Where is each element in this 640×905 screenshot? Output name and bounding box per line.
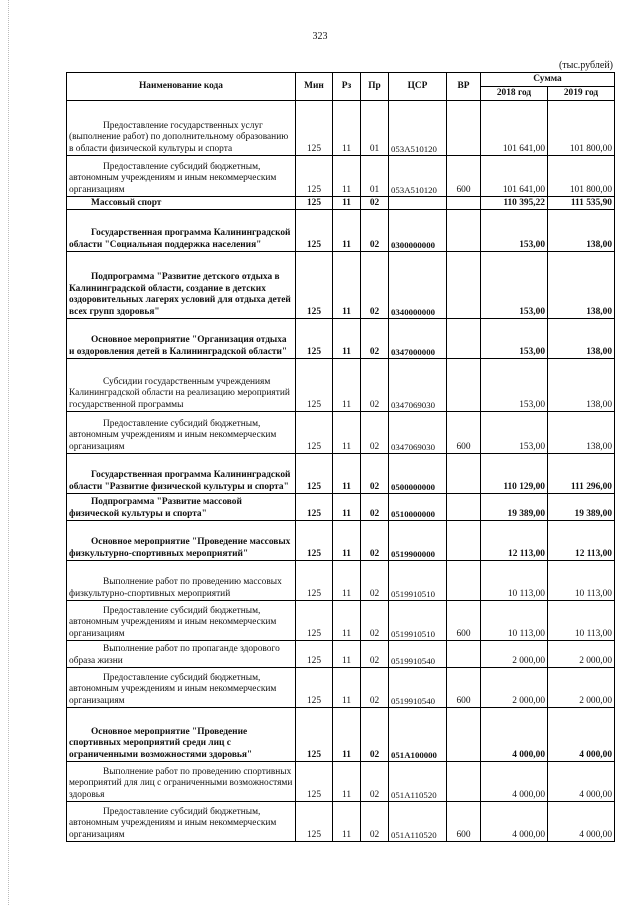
row-pr: 02 — [361, 802, 389, 842]
table-row — [67, 252, 615, 319]
row-vr — [447, 359, 481, 412]
row-2018: 19 389,00 — [481, 494, 548, 521]
row-rz: 11 — [333, 601, 361, 641]
row-2018: 153,00 — [481, 359, 548, 412]
row-2019: 10 113,00 — [548, 601, 615, 641]
header-2019: 2019 год — [548, 87, 615, 101]
row-pr: 02 — [361, 454, 389, 494]
row-pr: 02 — [361, 319, 389, 359]
row-csr: 0347069030 — [389, 412, 447, 454]
row-pr: 02 — [361, 561, 389, 601]
row-csr: 0519910510 — [389, 601, 447, 641]
row-rz: 11 — [333, 708, 361, 762]
table-row — [67, 156, 615, 197]
row-2019: 12 113,00 — [548, 521, 615, 561]
row-2018: 110 395,22 — [481, 197, 548, 210]
row-vr — [447, 762, 481, 802]
row-vr — [447, 454, 481, 494]
row-pr: 02 — [361, 197, 389, 210]
row-name: Выполнение работ по проведению массовых физкультурно-спортивных мероприятий — [67, 561, 296, 601]
table-row — [67, 521, 615, 561]
row-2019: 19 389,00 — [548, 494, 615, 521]
row-min: 125 — [296, 521, 333, 561]
row-vr — [447, 494, 481, 521]
row-2019: 10 113,00 — [548, 561, 615, 601]
table-row — [67, 802, 615, 842]
row-csr: 0519910510 — [389, 561, 447, 601]
row-2018: 153,00 — [481, 319, 548, 359]
row-2018: 153,00 — [481, 210, 548, 252]
row-rz: 11 — [333, 494, 361, 521]
row-name: Основное мероприятие "Организация отдыха и оздоровления детей в Калининградской области" — [67, 319, 296, 359]
row-rz: 11 — [333, 668, 361, 708]
table-row — [67, 668, 615, 708]
row-vr: 600 — [447, 601, 481, 641]
header-csr: ЦСР — [389, 73, 447, 101]
row-name: Предоставление государственных услуг (выполнение работ) по дополнительному образованию в области физической культуры и спорта — [67, 101, 296, 156]
row-2018: 153,00 — [481, 412, 548, 454]
row-2018: 10 113,00 — [481, 601, 548, 641]
header-pr: Пр — [361, 73, 389, 101]
row-pr: 02 — [361, 494, 389, 521]
row-2019: 138,00 — [548, 359, 615, 412]
row-min: 125 — [296, 561, 333, 601]
row-2018: 12 113,00 — [481, 521, 548, 561]
row-name: Основное мероприятие "Проведение массовых физкультурно-спортивных мероприятий" — [67, 521, 296, 561]
row-2018: 4 000,00 — [481, 762, 548, 802]
row-pr: 01 — [361, 101, 389, 156]
row-name: Подпрограмма "Развитие детского отдыха в Калининградской области, создание в детских оздоровительных лагерях условий для отдыха детей всех групп здоровья" — [67, 252, 296, 319]
row-2018: 101 641,00 — [481, 101, 548, 156]
row-csr: 051A100000 — [389, 708, 447, 762]
row-csr: 0347000000 — [389, 319, 447, 359]
row-csr: 053A510120 — [389, 101, 447, 156]
row-name: Предоставление субсидий бюджетным, автономным учреждениям и иным некоммерческим организациям — [67, 802, 296, 842]
header-sum: Сумма — [481, 73, 615, 87]
row-min: 125 — [296, 412, 333, 454]
page-number: 323 — [312, 31, 328, 42]
row-vr — [447, 319, 481, 359]
row-min: 125 — [296, 319, 333, 359]
row-pr: 02 — [361, 762, 389, 802]
row-rz: 11 — [333, 561, 361, 601]
table-row — [67, 561, 615, 601]
row-2018: 2 000,00 — [481, 668, 548, 708]
row-min: 125 — [296, 252, 333, 319]
row-csr: 051A110520 — [389, 802, 447, 842]
header-min: Мин — [296, 73, 333, 101]
table-row — [67, 412, 615, 454]
row-vr: 600 — [447, 802, 481, 842]
row-rz: 11 — [333, 319, 361, 359]
row-2019: 4 000,00 — [548, 802, 615, 842]
row-2018: 4 000,00 — [481, 708, 548, 762]
row-2018: 153,00 — [481, 252, 548, 319]
row-2018: 4 000,00 — [481, 802, 548, 842]
row-min: 125 — [296, 156, 333, 197]
budget-table — [66, 72, 615, 842]
header-vr: ВР — [447, 73, 481, 101]
row-name: Массовый спорт — [67, 197, 296, 210]
row-2019: 2 000,00 — [548, 641, 615, 668]
table-row — [67, 319, 615, 359]
row-csr: 0347069030 — [389, 359, 447, 412]
table-row — [67, 494, 615, 521]
row-name: Предоставление субсидий бюджетным, автономным учреждениям и иным некоммерческим организациям — [67, 156, 296, 197]
row-vr — [447, 197, 481, 210]
header-rz: Рз — [333, 73, 361, 101]
table-row — [67, 210, 615, 252]
row-name: Государственная программа Калининградской области "Социальная поддержка населения" — [67, 210, 296, 252]
row-min: 125 — [296, 802, 333, 842]
row-csr: 0340000000 — [389, 252, 447, 319]
row-rz: 11 — [333, 412, 361, 454]
row-2018: 2 000,00 — [481, 641, 548, 668]
row-rz: 11 — [333, 197, 361, 210]
row-pr: 02 — [361, 601, 389, 641]
row-rz: 11 — [333, 210, 361, 252]
row-min: 125 — [296, 708, 333, 762]
row-vr — [447, 252, 481, 319]
row-name: Основное мероприятие "Проведение спортивных мероприятий среди лиц с ограниченными возможностями здоровья" — [67, 708, 296, 762]
units-label: (тыс.рублей) — [558, 60, 613, 71]
row-2019: 111 296,00 — [548, 454, 615, 494]
row-vr — [447, 521, 481, 561]
row-min: 125 — [296, 641, 333, 668]
row-2018: 101 641,00 — [481, 156, 548, 197]
row-min: 125 — [296, 101, 333, 156]
row-rz: 11 — [333, 802, 361, 842]
row-2019: 2 000,00 — [548, 668, 615, 708]
row-rz: 11 — [333, 521, 361, 561]
row-min: 125 — [296, 601, 333, 641]
row-name: Предоставление субсидий бюджетным, автономным учреждениям и иным некоммерческим организациям — [67, 668, 296, 708]
table-row — [67, 601, 615, 641]
header-name: Наименование кода — [67, 73, 296, 101]
row-pr: 02 — [361, 668, 389, 708]
table-row — [67, 762, 615, 802]
row-rz: 11 — [333, 252, 361, 319]
row-min: 125 — [296, 454, 333, 494]
row-min: 125 — [296, 359, 333, 412]
row-name: Выполнение работ по проведению спортивных мероприятий для лиц с ограниченными возможностями здоровья — [67, 762, 296, 802]
row-vr — [447, 561, 481, 601]
row-rz: 11 — [333, 454, 361, 494]
row-2019: 138,00 — [548, 210, 615, 252]
row-pr: 02 — [361, 641, 389, 668]
row-vr — [447, 101, 481, 156]
row-pr: 02 — [361, 359, 389, 412]
row-min: 125 — [296, 210, 333, 252]
row-pr: 02 — [361, 210, 389, 252]
row-name: Выполнение работ по пропаганде здорового образа жизни — [67, 641, 296, 668]
row-pr: 02 — [361, 521, 389, 561]
row-vr: 600 — [447, 412, 481, 454]
row-name: Предоставление субсидий бюджетным, автономным учреждениям и иным некоммерческим организациям — [67, 601, 296, 641]
row-csr: 0500000000 — [389, 454, 447, 494]
row-csr: 0519910540 — [389, 668, 447, 708]
scan-edge-marks — [8, 0, 11, 905]
row-csr: 053A510120 — [389, 156, 447, 197]
row-2019: 4 000,00 — [548, 708, 615, 762]
row-min: 125 — [296, 494, 333, 521]
table-row — [67, 197, 615, 210]
row-csr: 0300000000 — [389, 210, 447, 252]
row-rz: 11 — [333, 156, 361, 197]
row-2019: 101 800,00 — [548, 101, 615, 156]
row-pr: 02 — [361, 252, 389, 319]
row-csr: 0510000000 — [389, 494, 447, 521]
row-pr: 02 — [361, 412, 389, 454]
row-rz: 11 — [333, 762, 361, 802]
table-row — [67, 708, 615, 762]
row-2019: 4 000,00 — [548, 762, 615, 802]
row-vr — [447, 641, 481, 668]
row-csr: 051A110520 — [389, 762, 447, 802]
row-2018: 10 113,00 — [481, 561, 548, 601]
row-2019: 138,00 — [548, 412, 615, 454]
row-vr: 600 — [447, 668, 481, 708]
row-2019: 138,00 — [548, 319, 615, 359]
row-csr: 0519910540 — [389, 641, 447, 668]
row-vr — [447, 708, 481, 762]
table-row — [67, 101, 615, 156]
table-row — [67, 454, 615, 494]
row-min: 125 — [296, 668, 333, 708]
row-rz: 11 — [333, 101, 361, 156]
table-row — [67, 641, 615, 668]
row-2019: 138,00 — [548, 252, 615, 319]
row-pr: 01 — [361, 156, 389, 197]
row-name: Предоставление субсидий бюджетным, автономным учреждениям и иным некоммерческим организациям — [67, 412, 296, 454]
row-name: Субсидии государственным учреждениям Калининградской области на реализацию мероприятий государственной программы — [67, 359, 296, 412]
table-row — [67, 359, 615, 412]
header-2018: 2018 год — [481, 87, 548, 101]
row-name: Государственная программа Калининградской области "Развитие физической культуры и спорта" — [67, 454, 296, 494]
row-2018: 110 129,00 — [481, 454, 548, 494]
row-name: Подпрограмма "Развитие массовой физической культуры и спорта" — [67, 494, 296, 521]
row-rz: 11 — [333, 359, 361, 412]
row-vr — [447, 210, 481, 252]
header-row-top — [67, 73, 615, 87]
row-vr: 600 — [447, 156, 481, 197]
row-2019: 101 800,00 — [548, 156, 615, 197]
row-2019: 111 535,90 — [548, 197, 615, 210]
row-pr: 02 — [361, 708, 389, 762]
row-min: 125 — [296, 762, 333, 802]
row-csr — [389, 197, 447, 210]
row-csr: 0519900000 — [389, 521, 447, 561]
row-rz: 11 — [333, 641, 361, 668]
row-min: 125 — [296, 197, 333, 210]
